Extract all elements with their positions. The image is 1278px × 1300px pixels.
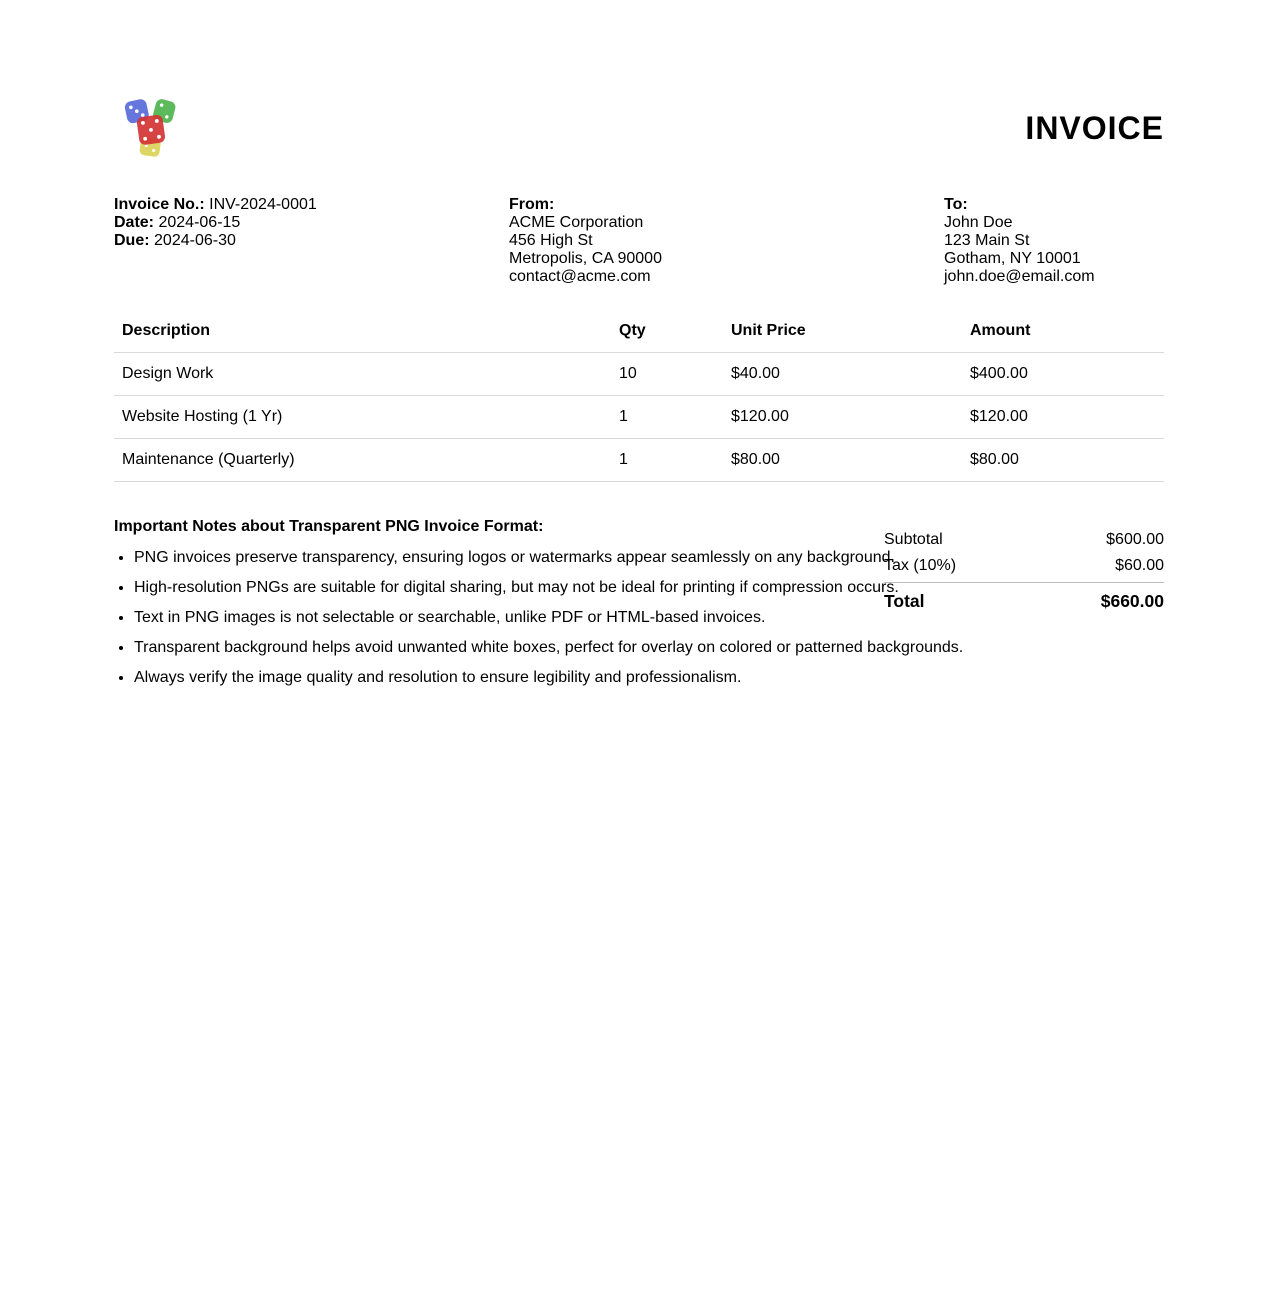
- list-item: • PNG invoices preserve transparency, ensuring logos or watermarks appear seamlessly on any background.: [134, 546, 974, 570]
- invoice-date-line: [114, 214, 334, 232]
- column-header-qty: Qty: [611, 312, 723, 353]
- from-line: 456 High St: [509, 232, 593, 249]
- to-line: John Doe: [944, 214, 1013, 231]
- from-line: contact@acme.com: [509, 268, 651, 285]
- invoice-page: [114, 90, 1164, 696]
- invoice-header: [114, 90, 1164, 190]
- table-header-row: [114, 312, 1164, 353]
- invoice-details: [114, 196, 334, 286]
- item-description: Maintenance (Quarterly): [114, 439, 611, 482]
- table-row: [114, 439, 1164, 482]
- invoice-number: INV-2024-0001: [209, 196, 317, 213]
- total-label: Total: [884, 591, 925, 611]
- notes-section: [114, 518, 974, 690]
- to-line: 123 Main St: [944, 232, 1030, 249]
- item-amount: $120.00: [962, 396, 1164, 439]
- invoice-date-label: Date:: [114, 214, 155, 231]
- list-item: • Text in PNG images is not selectable or searchable, unlike PDF or HTML-based invoices.: [134, 606, 974, 630]
- subtotal-value: $600.00: [1106, 531, 1164, 548]
- item-unit-price: $80.00: [723, 439, 962, 482]
- list-item: • Always verify the image quality and resolution to ensure legibility and professionalism.: [134, 666, 974, 690]
- subtotal-row: [884, 528, 1164, 554]
- to-line: Gotham, NY 10001: [944, 250, 1081, 267]
- to-line: john.doe@email.com: [944, 268, 1095, 285]
- notes-list: [114, 546, 974, 690]
- item-qty: 10: [611, 353, 723, 396]
- subtotal-label: Subtotal: [884, 531, 943, 548]
- item-qty: 1: [611, 439, 723, 482]
- from-line: Metropolis, CA 90000: [509, 250, 662, 267]
- invoice-date: 2024-06-15: [158, 214, 241, 231]
- item-description: Design Work: [114, 353, 611, 396]
- list-item: • High-resolution PNGs are suitable for digital sharing, but may not be ideal for printing if compression occurs.: [134, 576, 974, 600]
- invoice-due-line: [114, 232, 334, 250]
- invoice-meta: [114, 196, 1164, 286]
- to-address: [944, 196, 1164, 286]
- item-qty: 1: [611, 396, 723, 439]
- from-address: [509, 196, 769, 286]
- column-header-amount: Amount: [962, 312, 1164, 353]
- notes-title: Important Notes about Transparent PNG Invoice Format:: [114, 518, 544, 535]
- invoice-bottom: [114, 518, 1164, 690]
- column-header-unit-price: Unit Price: [723, 312, 962, 353]
- item-amount: $80.00: [962, 439, 1164, 482]
- total-row: [884, 582, 1164, 615]
- table-row: [114, 396, 1164, 439]
- total-value: $660.00: [1100, 591, 1164, 611]
- tax-value: $60.00: [1115, 557, 1164, 574]
- table-row: [114, 353, 1164, 396]
- tax-label: Tax (10%): [884, 557, 957, 574]
- item-unit-price: $40.00: [723, 353, 962, 396]
- to-label: To:: [944, 196, 968, 213]
- column-header-description: Description: [114, 312, 611, 353]
- invoice-number-line: [114, 196, 334, 214]
- invoice-number-label: Invoice No.:: [114, 196, 205, 213]
- from-line: ACME Corporation: [509, 214, 644, 231]
- item-unit-price: $120.00: [723, 396, 962, 439]
- item-amount: $400.00: [962, 353, 1164, 396]
- invoice-due: 2024-06-30: [154, 232, 236, 249]
- item-description: Website Hosting (1 Yr): [114, 396, 611, 439]
- line-items-table: [114, 312, 1164, 482]
- tax-row: [884, 554, 1164, 580]
- list-item: • Transparent background helps avoid unwanted white boxes, perfect for overlay on colored or patterned backgrounds.: [134, 636, 974, 660]
- dice-logo-icon: [122, 94, 178, 158]
- invoice-title: INVOICE: [1025, 110, 1164, 146]
- totals-section: [884, 528, 1164, 615]
- from-label: From:: [509, 196, 555, 213]
- invoice-due-label: Due:: [114, 232, 150, 249]
